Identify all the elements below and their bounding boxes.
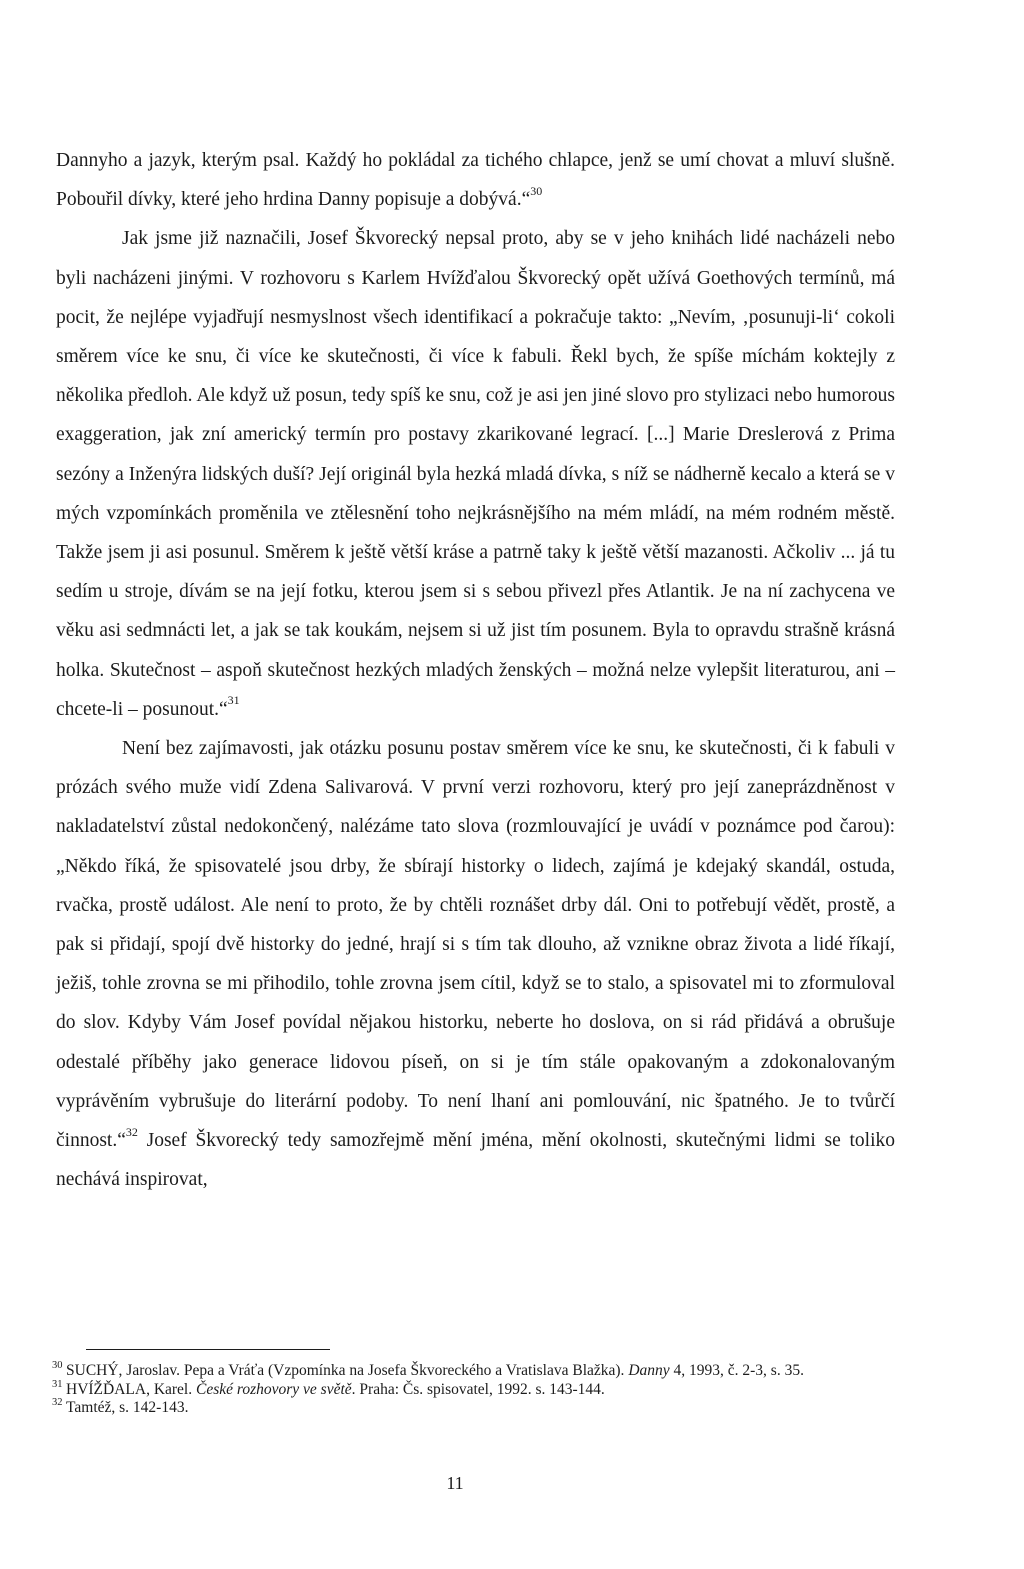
paragraph [56, 729, 895, 1199]
footnote-number: 30 [52, 1360, 63, 1371]
footnote-number: 31 [52, 1378, 63, 1390]
paragraph-text: Dannyho a jazyk, kterým psal. Každý ho pokládal za tichého chlapce, jenž se umí chovat a mluví slušně. Pobouřil dívky, které jeho hrdina Danny popisuje a dobývá.“ [56, 150, 895, 211]
paragraph [56, 219, 895, 729]
footnote-ref: 30 [530, 183, 543, 198]
footnote-title: Danny [628, 1362, 670, 1379]
footnote-text: . Praha: Čs. spisovatel, 1992. s. 143-144. [351, 1380, 605, 1398]
footnote-text: HVÍŽĎALA, Karel. [66, 1380, 196, 1398]
footnote-text: SUCHÝ, Jaroslav. Pepa a Vráťa (Vzpomínka na Josefa Škvoreckého a Vratislava Blažka). [66, 1362, 629, 1379]
footnote-title: České rozhovory ve světě [196, 1380, 352, 1398]
footnote-text: Tamtéž, s. 142-143. [66, 1399, 189, 1416]
footnote-text: 4, 1993, č. 2-3, s. 35. [669, 1362, 804, 1379]
paragraph-text: Josef Škvorecký tedy samozřejmě mění jména, mění okolnosti, skutečnými lidmi se toliko nechává inspirovat, [56, 1130, 895, 1191]
paragraph [56, 141, 895, 219]
footnote-separator [86, 1349, 330, 1350]
footnote-ref: 32 [125, 1124, 138, 1139]
footnote-ref: 31 [227, 693, 240, 708]
footnote [52, 1362, 892, 1381]
footnote [52, 1378, 892, 1400]
footnote [52, 1399, 892, 1418]
page-number: 11 [446, 1473, 464, 1493]
main-text [56, 141, 895, 1199]
paragraph-text: Není bez zajímavosti, jak otázku posunu postav směrem více ke snu, ke skutečnosti, či k fabuli v prózách svého muže vidí Zdena Salivarová. V první verzi rozhovoru, který pro její zaneprázdněnost v nakladatelství zůstal nedokončený, nalézáme tato slova (rozmlouvající je uvádí v poznámce pod čarou): „Někdo říká, že spisovatelé jsou drby, že sbírají historky o lidech, zajímá je kdejaký skandál, ostuda, rvačka, prostě událost. Ale není to proto, že by chtěli roznášet drby dál. Oni to potřebují vědět, prostě, a pak si přidají, spojí dvě historky do jedné, hrají si s tím tak dlouho, až vznikne obraz života a lidé říkají, ježiš, tohle zrovna se mi přihodilo, tohle zrovna jsem cítil, když se to stalo, a spisovatel mi to zformuloval do slov. Kdyby Vám Josef povídal nějakou historku, neberte ho doslova, on si rád přidává a obrušuje odestalé příběhy jako generace lidovou píseň, on si je tím stále opakovaným a zdokonalovaným vyprávěním vybrušuje do literární podoby. To není lhaní ani pomlouvání, nic špatného. Je to tvůrčí činnost.“ [56, 738, 895, 1152]
footnotes [52, 1362, 892, 1418]
paragraph-text: Jak jsme již naznačili, Josef Škvorecký nepsal proto, aby se v jeho knihách lidé nacházeli nebo byli nacházeni jinými. V rozhovoru s Karlem Hvížďalou Škvorecký opět užívá Goethových termínů, má pocit, že nejlépe vyjadřují nesmyslnost všech identifikací a pokračuje takto: „Nevím, ‚posunuji-li‘ cokoli směrem více ke snu, či více ke skutečnosti, či více k fabuli. Řekl bych, že spíše míchám koktejly z několika předloh. Ale když už posun, tedy spíš ke snu, což je asi jen jiné slovo pro stylizaci nebo humorous exaggeration, jak zní americký termín pro postavy zkarikované legrací. [...] Marie Dreslerová z Prima sezóny a Inženýra lidských duší? Její originál byla hezká mladá dívka, s níž se nádherně kecalo a která se v mých vzpomínkách proměnila ve ztělesnění toho nejkrásnějšího na mém mládí, na mém rodném městě. Takže jsem ji asi posunul. Směrem k ještě větší kráse a patrně taky k ještě větší mazanosti. Ačkoliv ... já tu sedím u stroje, dívám se na její fotku, kterou jsem si s sebou přivezl přes Atlantik. Je na ní zachycena ve věku asi sedmnácti let, a jak se tak koukám, nejsem si už jist tím posunem. Byla to opravdu strašně krásná holka. Skutečnost – aspoň skutečnost hezkých mladých ženských – možná nelze vylepšit literaturou, ani – chcete-li – posunout.“ [56, 228, 895, 720]
footnote-number: 32 [52, 1397, 63, 1408]
